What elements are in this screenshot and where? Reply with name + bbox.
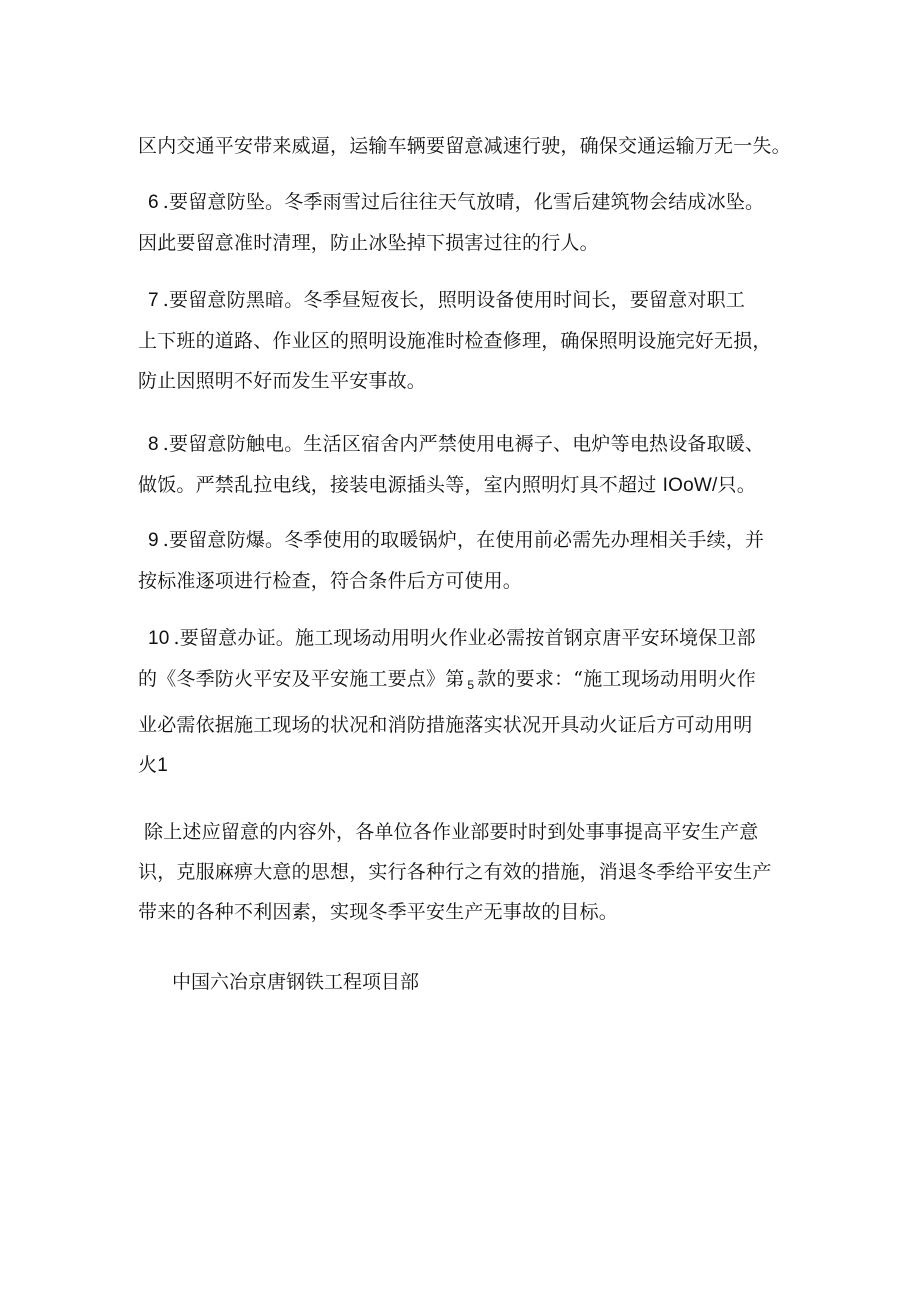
text-line bbox=[138, 280, 818, 321]
text-line: 识，克服麻痹大意的思想，实行各种行之有效的措施，消退冬季给平安生产 bbox=[138, 861, 772, 883]
item-text: 1 bbox=[157, 755, 168, 776]
item-number: 7 bbox=[148, 290, 159, 311]
paragraph-item-9 bbox=[138, 520, 818, 601]
paragraph-item-10 bbox=[138, 618, 818, 786]
text-line bbox=[138, 465, 818, 506]
wattage-limit: IOoW/只。 bbox=[662, 475, 756, 496]
item-text: 火 bbox=[138, 754, 158, 776]
paragraph-item-6 bbox=[138, 182, 818, 263]
item-text: .要留意防黑暗。冬季昼短夜长，照明设备使用时间长，要留意对职工 bbox=[162, 289, 746, 311]
text-line: 按标准逐项进行检查，符合条件后方可使用。 bbox=[138, 570, 523, 592]
text-line bbox=[138, 618, 818, 659]
item-number: 6 bbox=[148, 192, 159, 213]
text-line bbox=[138, 520, 818, 561]
item-number: 10 bbox=[148, 628, 170, 649]
text-line bbox=[138, 745, 818, 786]
text-line: 防止因照明不好而发生平安事故。 bbox=[138, 370, 427, 392]
text-line bbox=[138, 182, 818, 223]
signature-organization: 中国六冶京唐钢铁工程项目部 bbox=[172, 971, 420, 993]
text-line: 业必需依据施工现场的状况和消防措施落实状况开具动火证后方可动用明 bbox=[138, 714, 753, 736]
text-line: 因此要留意准时清理，防止冰坠掉下损害过往的行人。 bbox=[138, 232, 599, 254]
item-text: 款的要求：“施工现场动用明火作 bbox=[477, 668, 756, 690]
item-text: 的《冬季防火平安及平安施工要点》第 bbox=[138, 668, 465, 690]
text-line: 除上述应留意的内容外，各单位各作业部要时时到处事事提高平安生产意 bbox=[144, 821, 759, 843]
text-line: 带来的各种不利因素，实现冬季平安生产无事故的目标。 bbox=[138, 901, 619, 923]
text-line bbox=[138, 659, 818, 705]
item-text: .要留意防触电。生活区宿舍内严禁使用电褥子、电炉等电热设备取暖、 bbox=[162, 433, 765, 455]
item-text: .要留意防爆。冬季使用的取暖锅炉，在使用前必需先办理相关手续，并 bbox=[162, 529, 765, 551]
clause-number: 5 bbox=[467, 678, 475, 692]
item-text: .要留意办证。施工现场动用明火作业必需按首钢京唐平安环境保卫部 bbox=[173, 627, 756, 649]
text-line bbox=[138, 424, 818, 465]
item-text: .要留意防坠。冬季雨雪过后往往天气放晴，化雪后建筑物会结成冰坠。 bbox=[162, 191, 765, 213]
item-text: 做饭。严禁乱拉电线，接装电源插头等，室内照明灯具不超过 bbox=[138, 474, 657, 496]
paragraph-item-8 bbox=[138, 424, 818, 506]
item-number: 8 bbox=[148, 434, 159, 455]
text-line: 区内交通平安带来威逼，运输车辆要留意减速行驶，确保交通运输万无一失。 bbox=[138, 135, 791, 157]
text-line: 上下班的道路、作业区的照明设施准时检查修理，确保照明设施完好无损， bbox=[138, 330, 772, 352]
paragraph-summary bbox=[138, 812, 818, 932]
paragraph-item-7 bbox=[138, 280, 818, 401]
item-number: 9 bbox=[148, 530, 159, 551]
paragraph-traffic bbox=[138, 126, 818, 166]
